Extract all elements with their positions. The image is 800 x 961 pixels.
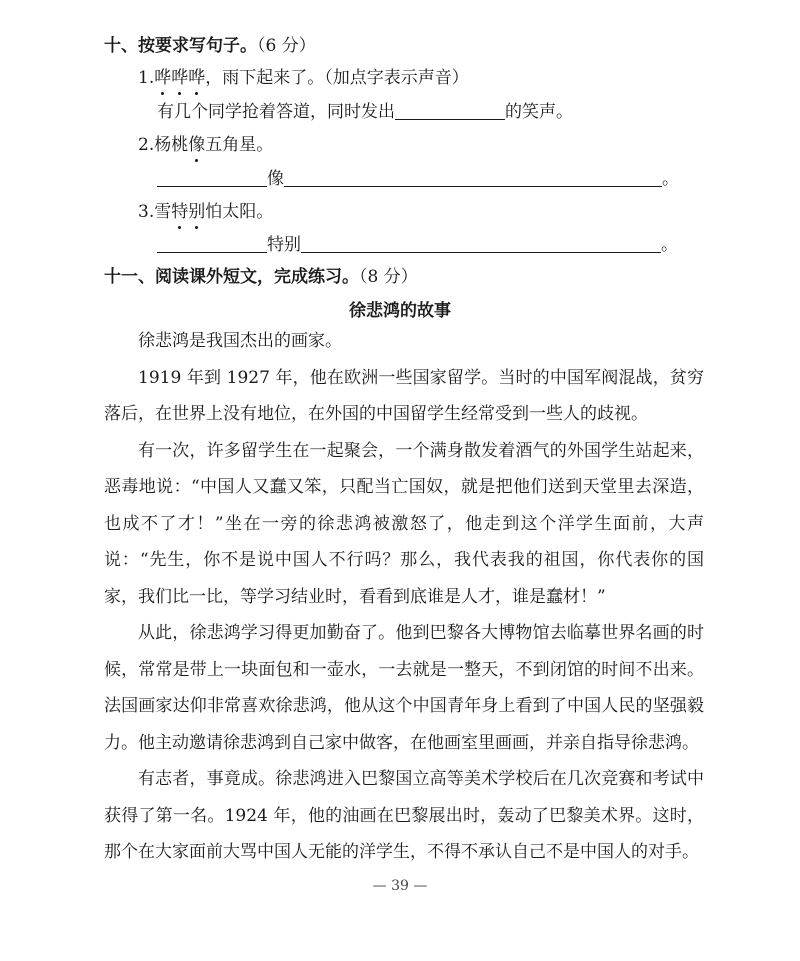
q1-label: 1.	[138, 68, 155, 88]
story-body	[104, 323, 704, 871]
q1-dotted-char: 哗	[188, 68, 206, 88]
question-1-line-1	[138, 66, 469, 90]
q3-post: 怕太阳。	[205, 202, 274, 222]
story-paragraph-4: 从此，徐悲鸿学习得更加勤奋了。他到巴黎各大博物馆去临摹世界名画的时候，常常是带上一块面包和一壶水，一去就是一整天，不到闭馆的时间不出来。法国画家达仰非常喜欢徐悲鸿，他从这个中国青年身上看到了中国人民的坚强毅力。他主动邀请徐悲鸿到自己家中做客，在他画室里画画，并亲自指导徐悲鸿。	[104, 623, 704, 753]
q1-dotted-char: 哗	[154, 68, 172, 88]
q1-rest: ，雨下起来了。	[205, 68, 325, 88]
q1-line2-text: 有几个同学抢着答道，同时发出	[157, 102, 395, 122]
q3-answer-blank-1[interactable]	[157, 234, 267, 253]
question-3-line-1	[138, 200, 273, 224]
q2-answer-word: 像	[267, 169, 284, 189]
q3-label: 3.	[138, 202, 155, 222]
story-paragraph-1: 徐悲鸿是我国杰出的画家。	[138, 331, 342, 351]
q1-note: （加点字表示声音）	[324, 68, 469, 88]
q3-pre: 雪	[154, 202, 172, 222]
section-10-title: 十、按要求写句子。	[104, 36, 257, 56]
story-title: 徐悲鸿的故事	[349, 301, 451, 321]
q1-line2-end: 的笑声。	[505, 102, 573, 122]
question-3-line-2	[157, 233, 678, 257]
section-10-heading	[104, 34, 316, 58]
question-2-line-1	[138, 133, 273, 157]
section-11-heading	[104, 265, 418, 289]
q3-answer-word: 特别	[267, 235, 301, 255]
q2-pre: 杨桃	[154, 135, 189, 155]
section-11-title: 十一、阅读课外短文，完成练习。	[104, 267, 359, 287]
q1-answer-blank[interactable]	[395, 101, 505, 120]
story-paragraph-3: 有一次，许多留学生在一起聚会，一个满身散发着酒气的外国学生站起来，恶毒地说：“中国人又蠢又笨，只配当亡国奴，就是把他们送到天堂里去深造，也成不了才！”坐在一旁的徐悲鸿被激怒了，他走到这个洋学生面前，大声说：“先生，你不是说中国人不行吗？那么，我代表我的祖国，你代表你的国家，我们比一比，等学习结业时，看看到底谁是人才，谁是蠢材！”	[104, 440, 704, 607]
q3-answer-blank-2[interactable]	[301, 234, 661, 253]
q3-dotted-char: 别	[188, 202, 206, 222]
question-2-line-2	[157, 167, 679, 191]
story-paragraph-5: 有志者，事竟成。徐悲鸿进入巴黎国立高等美术学校后在几次竞赛和考试中获得了第一名。1924 年，他的油画在巴黎展出时，轰动了巴黎美术界。这时，那个在大家面前大骂中国人无能的洋学生，不得不承认自己不是中国人的对手。	[104, 769, 704, 862]
story-paragraph-2: 1919 年到 1927 年，他在欧洲一些国家留学。当时的中国军阀混战，贫穷落后，在世界上没有地位，在外国的中国留学生经常受到一些人的歧视。	[104, 367, 704, 424]
section-10-score: （6 分）	[257, 36, 316, 56]
q1-dotted-char: 哗	[171, 68, 189, 88]
section-11-score: （8 分）	[359, 267, 418, 287]
q2-end: 。	[662, 169, 679, 189]
question-1-line-2	[157, 100, 573, 124]
q2-answer-blank-2[interactable]	[284, 168, 662, 187]
q2-answer-blank-1[interactable]	[157, 168, 267, 187]
q2-label: 2.	[138, 135, 155, 155]
q2-post: 五角星。	[205, 135, 274, 155]
q2-dotted-char: 像	[188, 135, 206, 155]
q3-end: 。	[661, 235, 678, 255]
page-number: — 39 —	[372, 878, 428, 894]
q3-dotted-char: 特	[171, 202, 189, 222]
